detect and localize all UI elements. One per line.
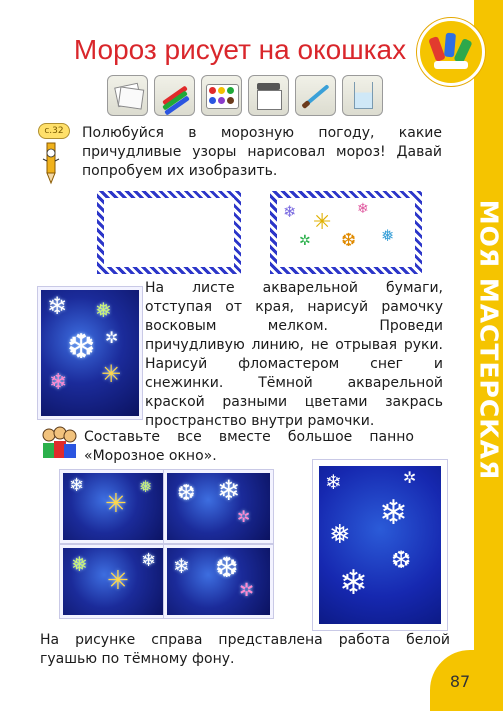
brush-icon (295, 75, 336, 116)
gouache-jar-icon (248, 75, 289, 116)
frame-step-2-image: ❄ ✳ ❄ ❅ ✲ ❆ (270, 191, 422, 274)
crayons-icon (154, 75, 195, 116)
page-title: Мороз рисует на окошках (73, 34, 407, 65)
page-reference-badge: с.32 (38, 123, 70, 139)
art-supplies-badge-icon (417, 18, 485, 86)
artwork-frost-window-example: ❄ ❅ ❆ ✳ ❄ ✲ (38, 287, 142, 419)
section-title-vertical: МОЯ МАСТЕРСКАЯ (474, 199, 503, 481)
panel-tile-artwork: ❅ ✳ ❄ (60, 545, 169, 618)
group-task-paragraph: Составьте все вместе большое панно «Морозное окно». (84, 429, 414, 464)
caption-paragraph: На рисунке справа представлена работа белой гуашью по тёмному фону. (40, 632, 450, 667)
materials-icon-row (107, 75, 383, 117)
pencil-mascot-icon (40, 139, 62, 185)
group-work-icon (40, 426, 78, 460)
instructions-paragraph: На листе акварельной бумаги, отступая от края, нарисуй рамочку восковым мелком. Проведи причудливую линию, не отрывая руки. Нарисуй фломастером снег и снежинки. Тёмной акварельной краской разными цветами закрась пространство внутри рамочки. (145, 280, 443, 429)
paper-sheets-icon (107, 75, 148, 116)
panel-tile-artwork: ❄ ✳ ❅ (60, 470, 169, 543)
watercolor-paints-icon (201, 75, 242, 116)
page-number: 87 (449, 672, 471, 691)
water-glass-icon (342, 75, 383, 116)
white-gouache-artwork: ❄ ❄ ❅ ❆ ❄ ✲ (313, 460, 447, 630)
frame-step-1-image (97, 191, 241, 274)
panel-tile-artwork: ❆ ❄ ✲ (164, 470, 273, 543)
intro-paragraph: Полюбуйся в морозную погоду, какие причудливые узоры нарисовал мороз! Давай попробуем их изобразить. (82, 125, 442, 179)
panel-tile-artwork: ❄ ❆ ✲ (164, 545, 273, 618)
